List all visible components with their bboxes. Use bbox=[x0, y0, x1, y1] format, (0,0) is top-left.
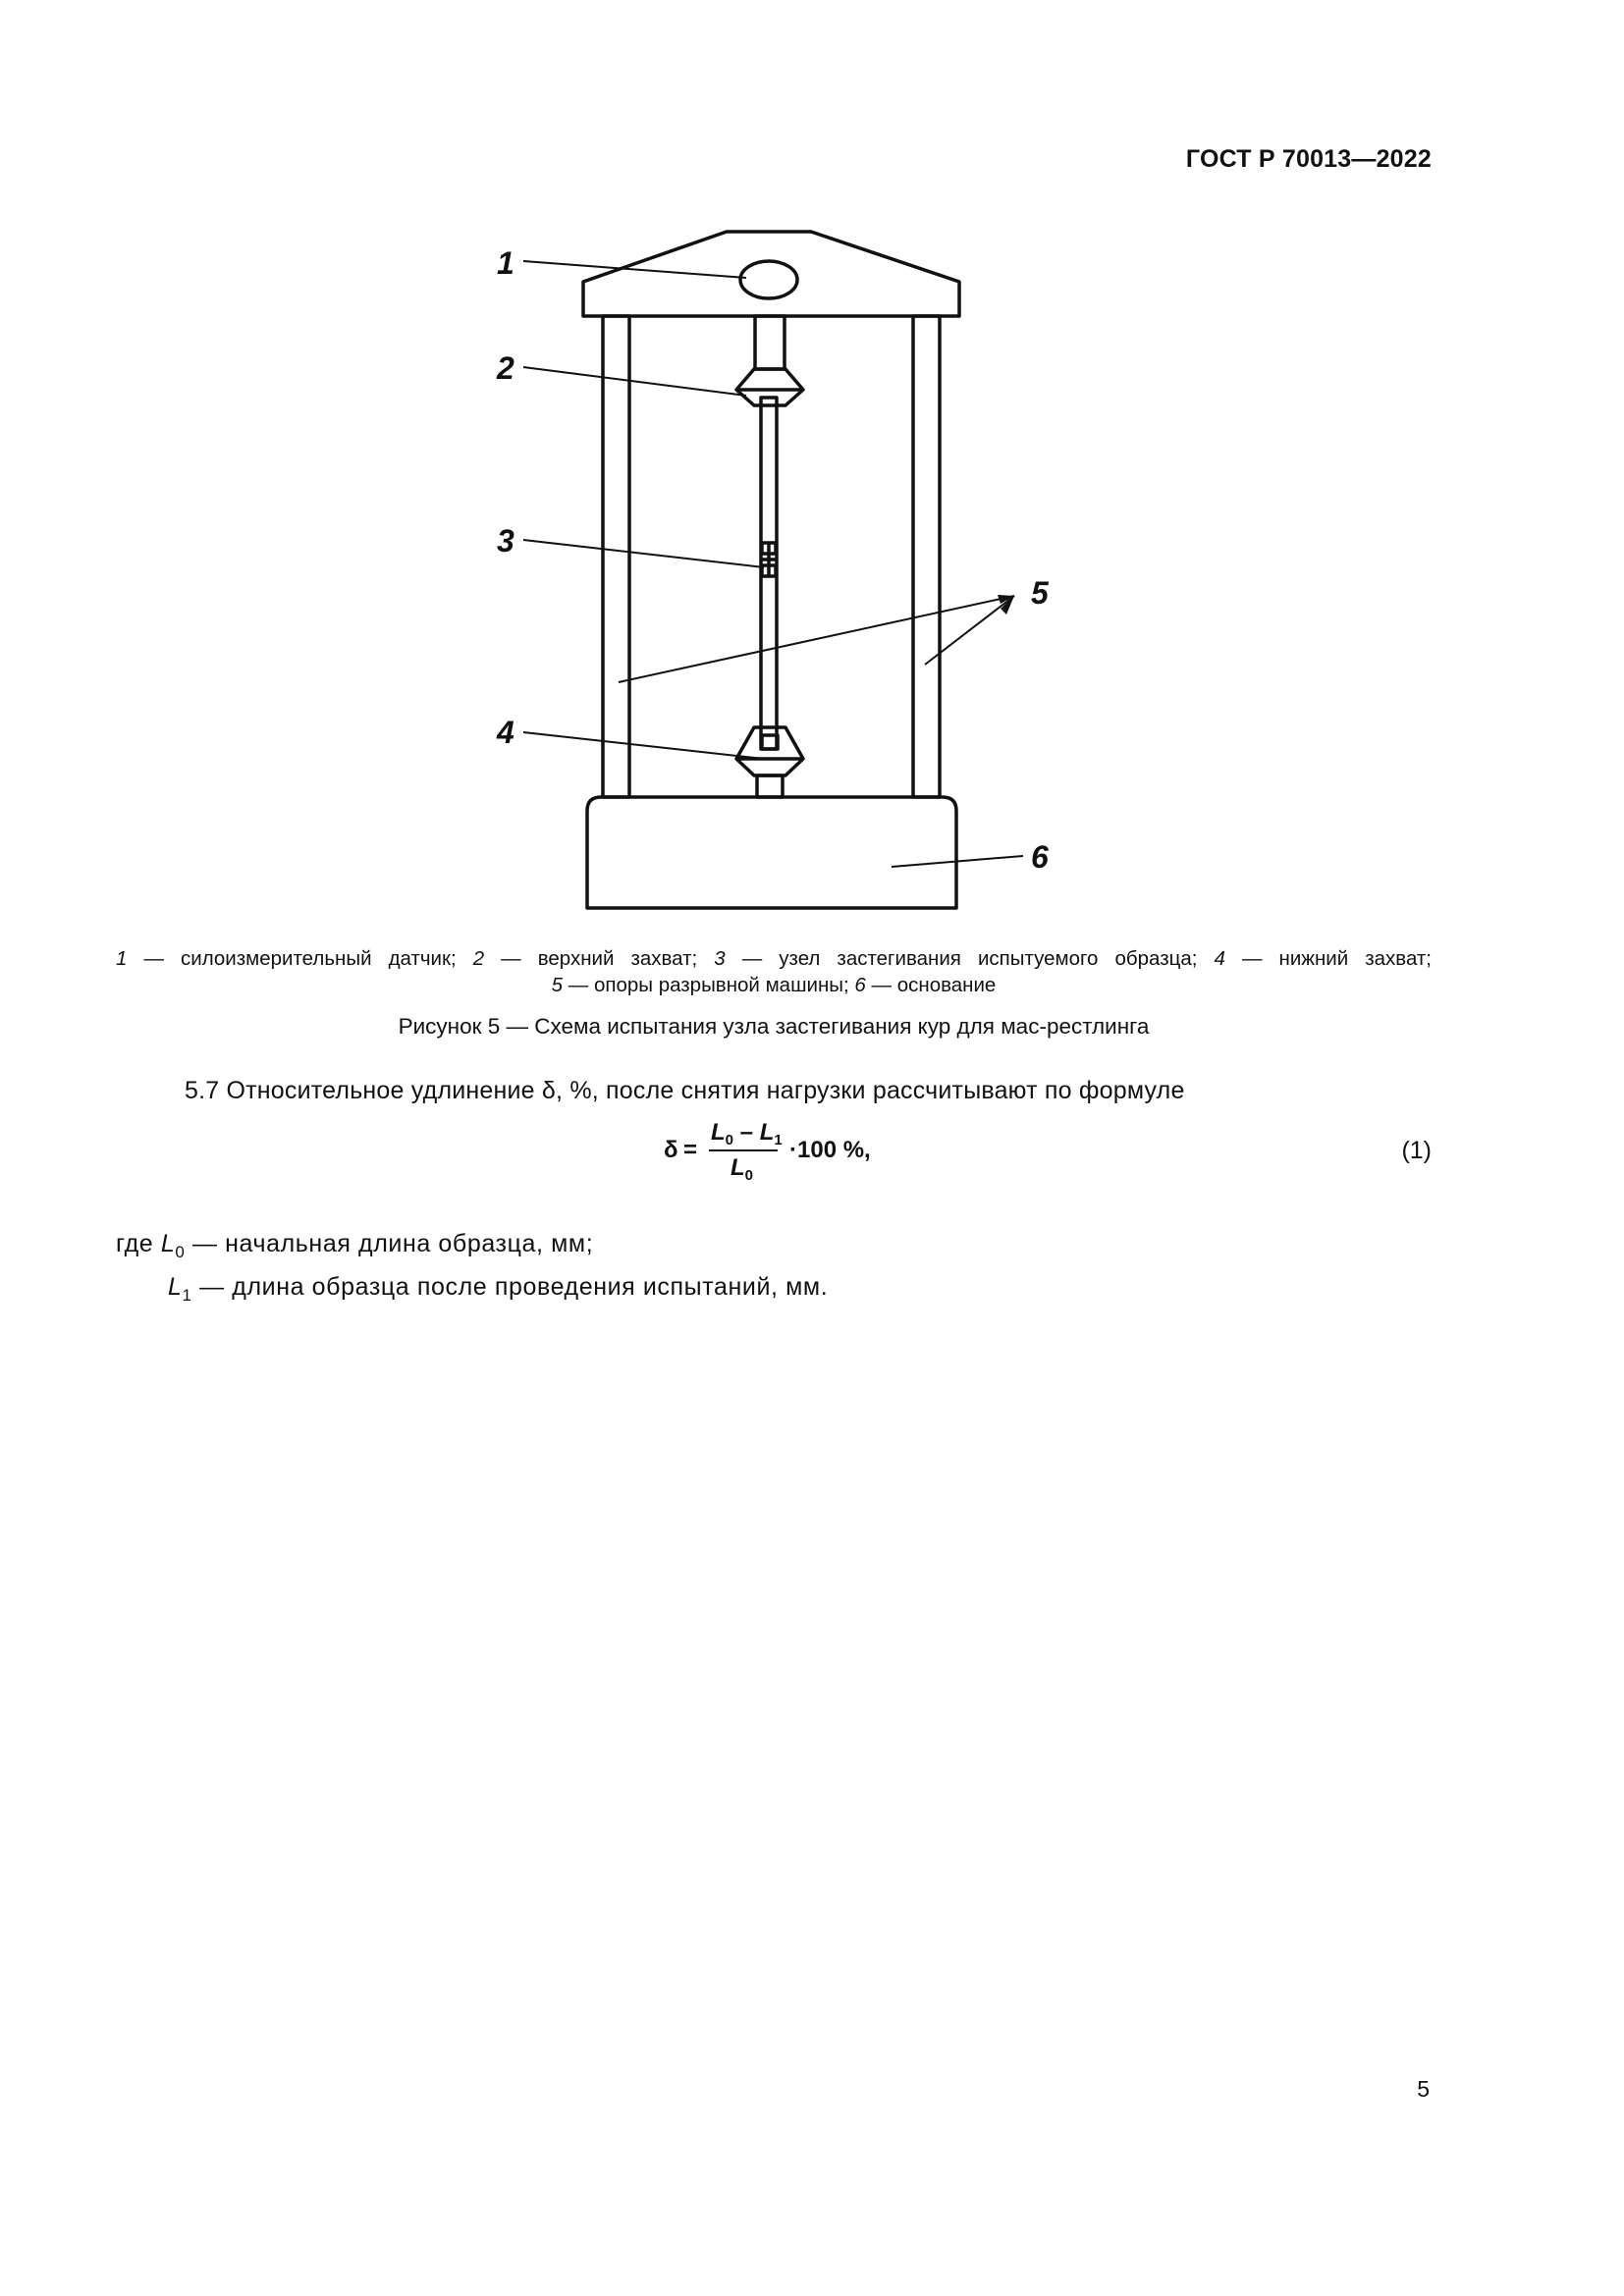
callout-3: 3 bbox=[497, 523, 514, 559]
formula-lhs: δ bbox=[664, 1137, 678, 1163]
fraction-bar bbox=[709, 1149, 778, 1151]
num-sub-a: 0 bbox=[725, 1132, 734, 1148]
formula-numerator bbox=[711, 1119, 783, 1147]
callout-1: 1 bbox=[497, 245, 514, 281]
where-symbol: L bbox=[160, 1230, 176, 1257]
legend-text: — основание bbox=[865, 974, 997, 996]
legend-text: — силоизмерительный датчик; bbox=[127, 947, 473, 970]
figure-legend-line2 bbox=[116, 972, 1432, 998]
where-text: — начальная длина образца, мм; bbox=[185, 1230, 594, 1257]
where-line-2 bbox=[168, 1273, 828, 1306]
num-minus: – bbox=[733, 1119, 760, 1146]
callout-2: 2 bbox=[497, 350, 514, 386]
formula-1 bbox=[664, 1119, 919, 1198]
legend-num: 5 bbox=[551, 974, 564, 996]
upper-grip bbox=[736, 369, 803, 405]
num-sub-b: 1 bbox=[774, 1132, 783, 1148]
legend-num: 1 bbox=[116, 947, 128, 970]
standard-id: ГОСТ Р 70013—2022 bbox=[1185, 145, 1432, 173]
leader-4 bbox=[523, 732, 764, 759]
support-left bbox=[603, 316, 629, 797]
den-sub: 0 bbox=[744, 1167, 754, 1184]
formula-eq: = bbox=[683, 1137, 698, 1163]
paragraph-5-7: 5.7 Относительное удлинение δ, %, после снятия нагрузки рассчитывают по формуле bbox=[185, 1077, 1185, 1104]
leader-5a bbox=[619, 596, 1014, 682]
legend-text: — опоры разрывной машины; bbox=[563, 974, 855, 996]
num-symbol-a: L bbox=[711, 1119, 726, 1146]
legend-text: — верхний захват; bbox=[484, 947, 715, 970]
where-intro: где bbox=[116, 1230, 154, 1257]
top-head bbox=[583, 232, 959, 316]
upper-shaft bbox=[755, 316, 785, 369]
lower-shaft bbox=[757, 775, 783, 797]
leader-3 bbox=[523, 540, 764, 567]
where-sub: 1 bbox=[182, 1286, 192, 1305]
where-text: — длина образца после проведения испытаний, мм. bbox=[191, 1273, 829, 1301]
figure-caption: Рисунок 5 — Схема испытания узла застегивания кур для мас-рестлинга bbox=[398, 1014, 1150, 1039]
formula-tail: ·100 %, bbox=[789, 1137, 871, 1163]
formula-denominator bbox=[731, 1154, 753, 1182]
test-rig-figure bbox=[0, 0, 1624, 942]
figure-legend bbox=[116, 945, 1432, 972]
leader-2 bbox=[523, 367, 746, 396]
equation-number: (1) bbox=[1401, 1137, 1432, 1164]
callout-6: 6 bbox=[1031, 839, 1049, 875]
legend-num: 2 bbox=[472, 947, 485, 970]
den-symbol: L bbox=[731, 1154, 745, 1181]
legend-num: 4 bbox=[1214, 947, 1225, 970]
callout-4: 4 bbox=[497, 715, 514, 750]
legend-text: — узел застегивания испытуемого образца; bbox=[725, 947, 1215, 970]
load-sensor bbox=[740, 261, 797, 298]
legend-text: — нижний захват; bbox=[1224, 947, 1433, 970]
machine-base bbox=[587, 797, 956, 908]
num-symbol-b: L bbox=[759, 1119, 775, 1146]
callout-5: 5 bbox=[1031, 575, 1049, 611]
support-right bbox=[913, 316, 940, 797]
legend-num: 3 bbox=[714, 947, 726, 970]
where-sub: 0 bbox=[175, 1243, 186, 1261]
where-line-1 bbox=[116, 1230, 593, 1262]
legend-num: 6 bbox=[854, 974, 866, 996]
where-symbol: L bbox=[168, 1273, 183, 1301]
page-number: 5 bbox=[1417, 2076, 1430, 2102]
